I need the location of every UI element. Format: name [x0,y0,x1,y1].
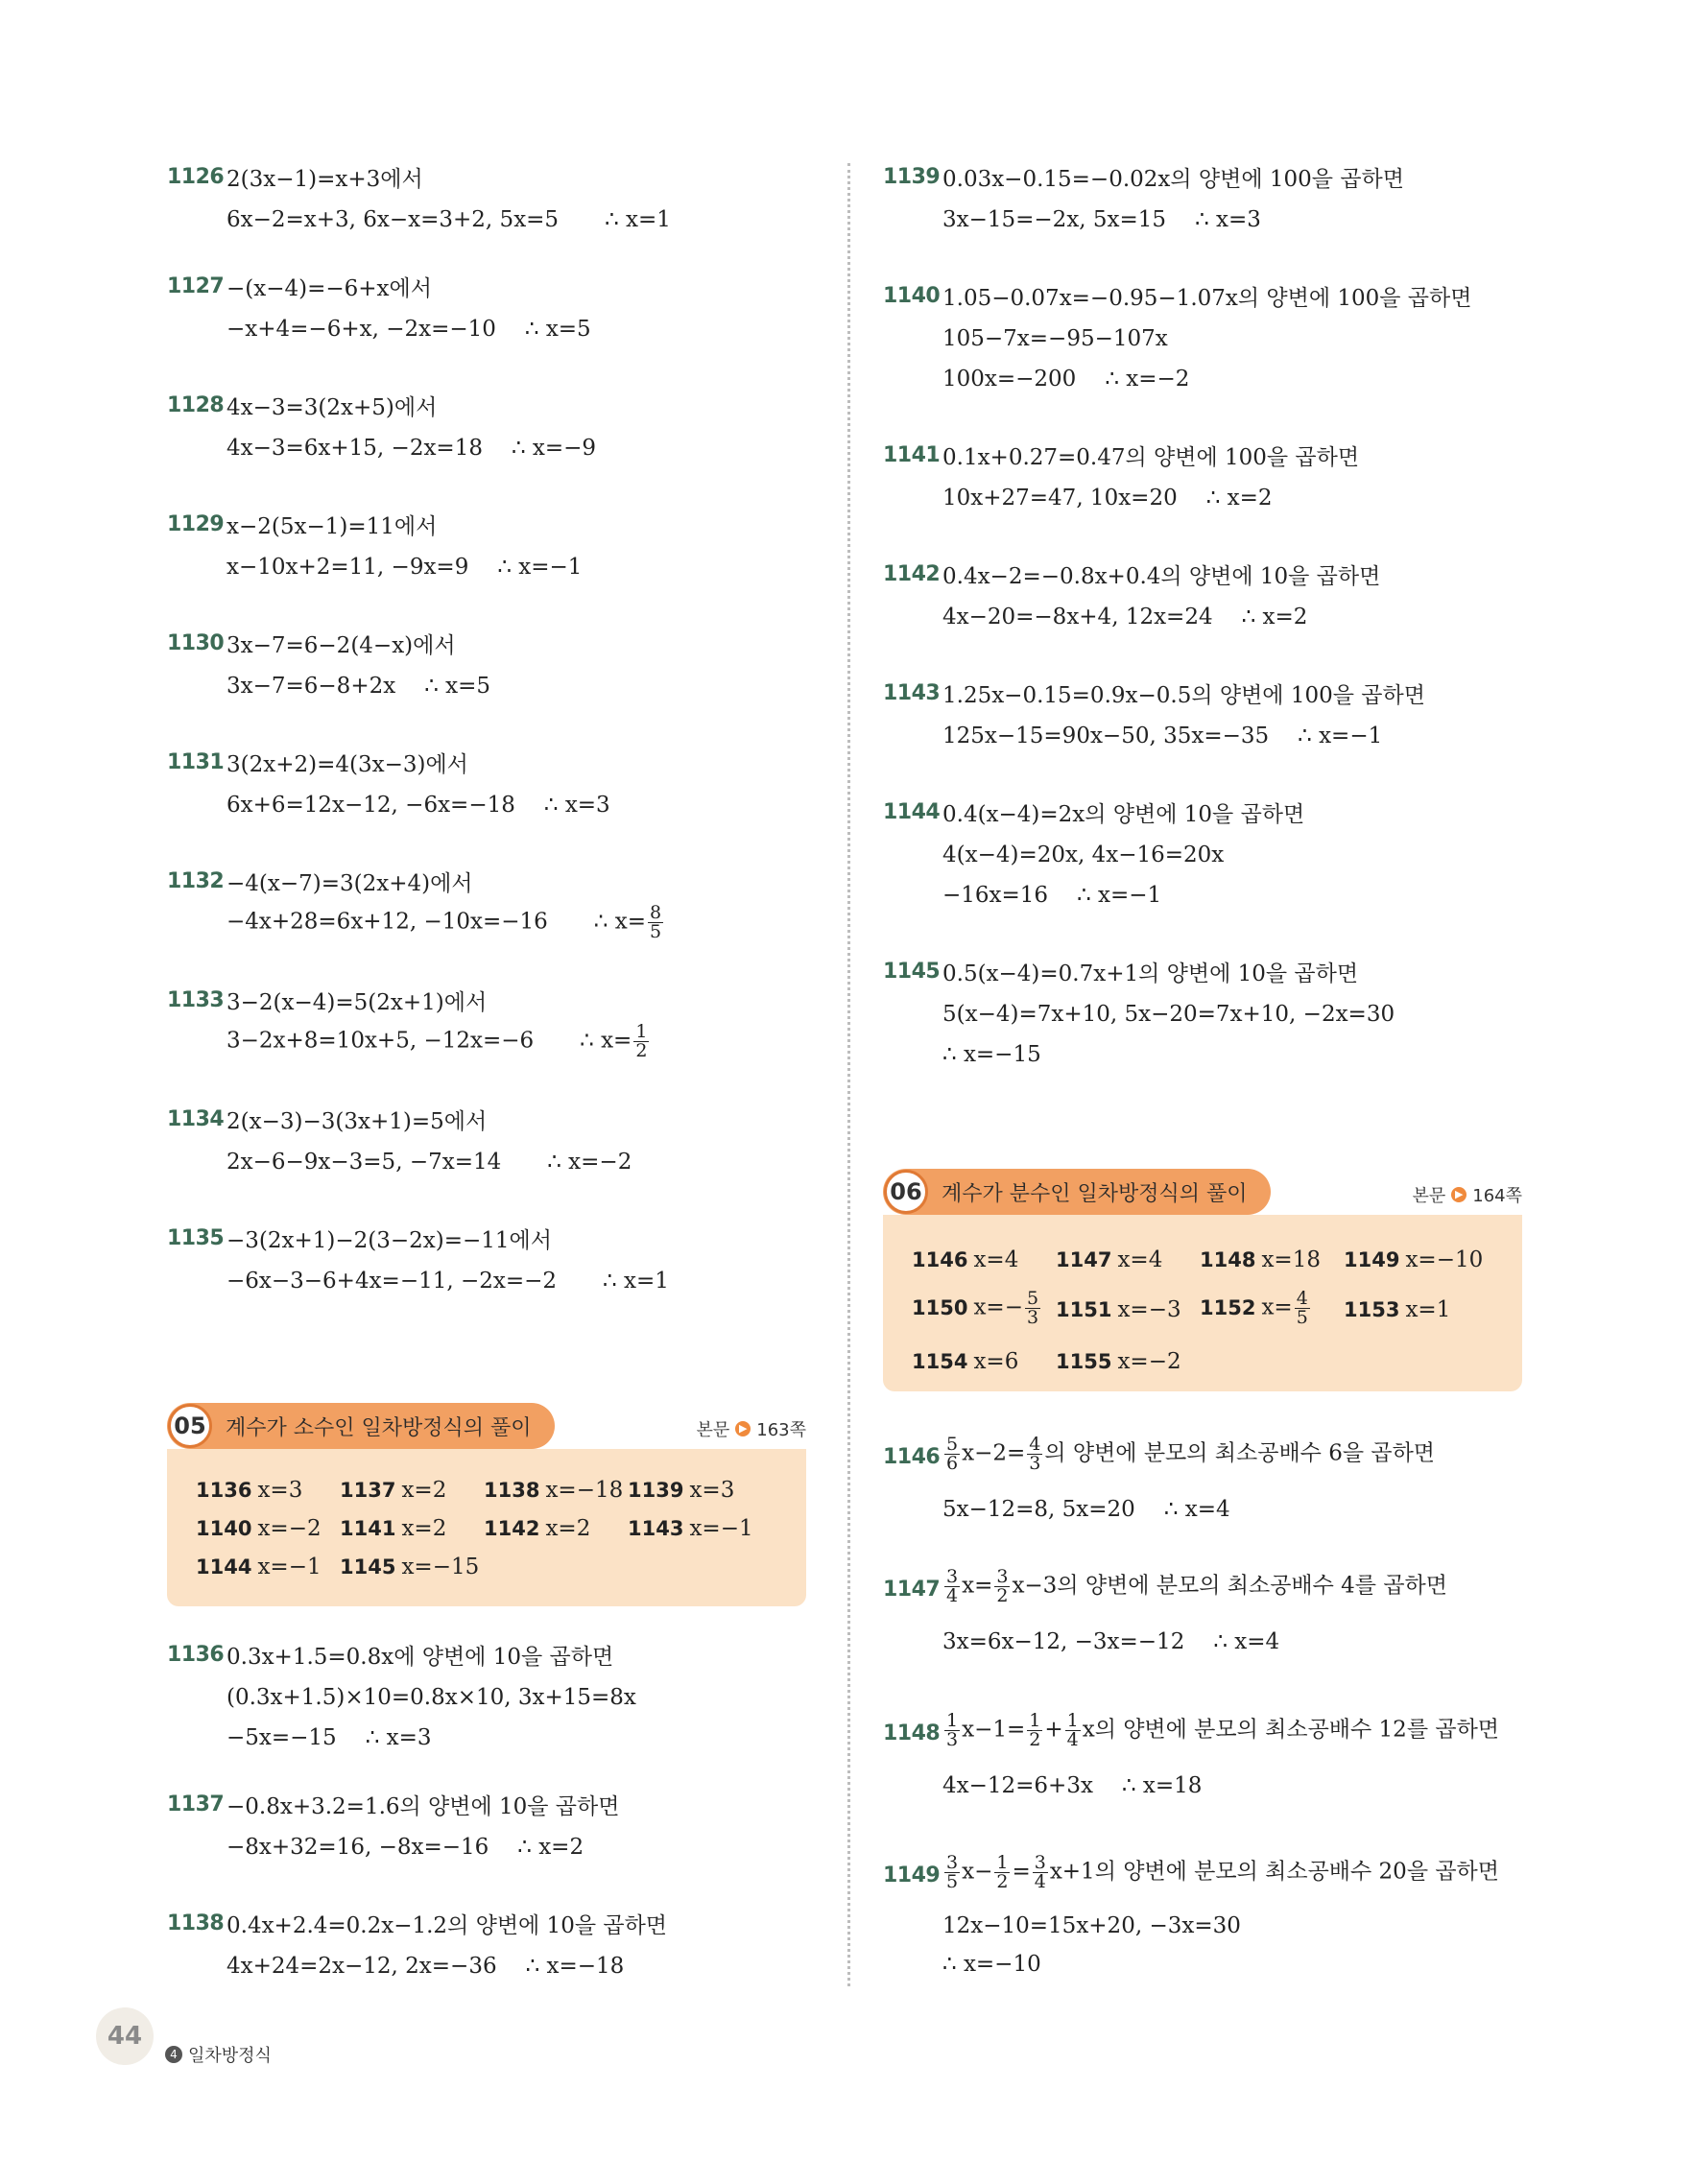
final-answer: ∴ x=−18 [525,1954,625,1979]
solution-line [942,365,1189,393]
problem-equation: 1.25x−0.15=0.9x−0.5의 양변에 100을 곱하면 [942,683,1425,708]
problem-number: 1133 [167,988,225,1012]
solution-line [227,205,671,234]
solution-line [227,672,490,700]
solution-step: −4x+28=6x+12, −10x=−16 [227,909,548,935]
problem-equation: 0.03x−0.15=−0.02x의 양변에 100을 곱하면 [942,167,1404,192]
answer-item: 1137 x=2 [340,1478,447,1503]
section-number-badge: 05 [168,1404,212,1448]
answer-fraction: $\frac{5}{3}$ [1026,1288,1039,1328]
problem-number: 1140 [883,284,941,308]
solution-line [942,722,1382,750]
solution-step: 4x−3=6x+15, −2x=18 [227,436,483,461]
solution-line [942,1495,1230,1524]
section-06-header [883,1169,1522,1215]
final-answer: ∴ x=1 [605,207,671,232]
final-answer: ∴ x=4 [1163,1497,1230,1522]
problem-equation: 1.05−0.07x=−0.95−1.07x의 양변에 100을 곱하면 [942,286,1472,311]
solution-step: −6x−3−6+4x=−11, −2x=−2 [227,1269,558,1294]
problem-number: 1136 [167,1643,225,1667]
final-answer: ∴ x=3 [1195,207,1261,232]
solution-step: 105−7x=−95−107x [942,326,1168,351]
answer-item: 1138 x=−18 [484,1478,624,1503]
problem-number: 1128 [167,393,225,417]
answer-item: 1153 x=1 [1344,1297,1451,1322]
answer-item: 1151 x=−3 [1056,1297,1181,1322]
solution-step: 5x−12=8, 5x=20 [942,1497,1135,1522]
final-answer: ∴ x=3 [543,793,610,818]
solution-line [942,1771,1202,1800]
solution-step: 6x+6=12x−12, −6x=−18 [227,793,515,818]
answer-item: 1149 x=−10 [1344,1247,1484,1272]
problem-number: 1138 [167,1911,225,1935]
solution-step: 125x−15=90x−50, 35x=−35 [942,724,1270,748]
problem-equation: 3x−7=6−2(4−x)에서 [227,633,456,658]
problem-number: 1142 [883,562,941,586]
solution-step: 5(x−4)=7x+10, 5x−20=7x+10, −2x=30 [942,1002,1395,1027]
problem-number: 1147 [883,1578,941,1602]
solution-step: x−10x+2=11, −9x=9 [227,555,469,580]
problem-equation: −4(x−7)=3(2x+4)에서 [227,871,473,896]
final-answer: ∴ x=−2 [547,1150,632,1175]
final-answer: ∴ x=2 [1241,605,1308,629]
problem-equation: 0.5(x−4)=0.7x+1의 양변에 10을 곱하면 [942,961,1359,986]
answer-fraction: $\frac{8}{5}$ [649,902,662,942]
problem-number: 1141 [883,443,941,467]
problem-equation: 2(3x−1)=x+3에서 [227,167,423,192]
final-answer: ∴ x=−1 [497,555,583,580]
reference-page: 163쪽 [756,1420,806,1440]
final-answer: ∴ x=3 [365,1725,432,1750]
problem-equation: 0.4(x−4)=2x의 양변에 10을 곱하면 [942,802,1305,827]
problem-equation: 0.4x−2=−0.8x+0.4의 양변에 10을 곱하면 [942,564,1381,589]
problem-equation: 0.3x+1.5=0.8x에 양변에 10을 곱하면 [227,1645,614,1670]
problem-equation: $\frac{3}{5}$ x− $\frac{1}{2}$ = $\frac{3}{4}$ x+1의 양변에 분모의 최소공배수 20을 곱하면 [946,1852,1499,1892]
problem-number: 1143 [883,681,941,705]
final-answer: ∴ x=2 [517,1835,584,1860]
solution-step: 2x−6−9x−3=5, −7x=14 [227,1150,502,1175]
section-title-pill [883,1169,1271,1215]
solution-step: 100x=−200 [942,367,1077,392]
solution-step: 10x+27=47, 10x=20 [942,486,1178,510]
solution-step: 4(x−4)=20x, 4x−16=20x [942,843,1225,867]
problem-number: 1126 [167,165,225,189]
problem-number: 1127 [167,274,225,298]
problem-equation: $\frac{1}{3}$ x−1= $\frac{1}{2}$ + $\frac{1}{4}$ x의 양변에 분모의 최소공배수 12를 곱하면 [946,1710,1499,1750]
problem-number: 1148 [883,1721,941,1745]
solution-step: 6x−2=x+3, 6x−x=3+2, 5x=5 [227,207,560,232]
problem-number: 1132 [167,869,225,893]
section-number-badge: 06 [884,1170,928,1214]
solution-line [942,484,1273,512]
answer-summary-box [167,1449,806,1606]
problem-equation: 4x−3=3(2x+5)에서 [227,395,438,420]
reference-label: 본문 [696,1420,730,1440]
column-divider [847,163,850,1986]
solution-step: −8x+32=16, −8x=−16 [227,1835,489,1860]
textbook-page-reference [696,1416,806,1441]
solution-step: −5x=−15 [227,1725,337,1750]
problem-number: 1144 [883,800,941,824]
solution-step: 3x−15=−2x, 5x=15 [942,207,1167,232]
answer-item: 1144 x=−1 [196,1555,322,1579]
solution-step: 3−2x+8=10x+5, −12x=−6 [227,1028,535,1054]
problem-equation: 0.4x+2.4=0.2x−1.2의 양변에 10을 곱하면 [227,1913,668,1938]
chapter-number-badge: 4 [165,2046,182,2063]
problem-equation: 3−2(x−4)=5(2x+1)에서 [227,990,488,1015]
answer-item: 1146 x=4 [912,1247,1019,1272]
reference-label: 본문 [1412,1186,1446,1206]
solution-step: (0.3x+1.5)×10=0.8x×10, 3x+15=8x [227,1685,636,1710]
solution-line [227,553,582,582]
final-answer: ∴ x=5 [424,674,491,699]
final-answer: ∴ x=−1 [1298,724,1383,748]
solution-line [227,1723,432,1752]
chapter-label [165,2042,272,2067]
textbook-page-reference [1412,1182,1522,1207]
arrow-right-icon: ▶ [1451,1187,1466,1202]
problem-equation: x−2(5x−1)=11에서 [227,514,438,539]
solution-step: 3x−7=6−8+2x [227,674,396,699]
problem-number: 1137 [167,1792,225,1816]
final-answer: ∴ x= [593,909,646,935]
solution-line [227,1952,624,1981]
problem-number: 1134 [167,1107,225,1131]
answer-item: 1141 x=2 [340,1516,447,1541]
answer-item: 1139 x=3 [628,1478,735,1503]
solution-line [942,1627,1279,1656]
section-title: 계수가 분수인 일차방정식의 풀이 [942,1181,1248,1206]
solution-step: 4x+24=2x−12, 2x=−36 [227,1954,497,1979]
problem-equation: −(x−4)=−6+x에서 [227,276,432,301]
answer-item: 1145 x=−15 [340,1555,480,1579]
final-answer: ∴ x=1 [603,1269,669,1294]
answer-item: 1152 x= $\frac{4}{5}$ [1200,1288,1308,1328]
solution-line [227,315,591,344]
solution-line [227,1023,651,1060]
problem-equation: 2(x−3)−3(3x+1)=5에서 [227,1109,488,1134]
solution-line [942,205,1261,234]
solution-line [942,603,1307,631]
final-answer: ∴ x=2 [1205,486,1273,510]
solution-step: 4x−20=−8x+4, 12x=24 [942,605,1213,629]
problem-number: 1130 [167,631,225,655]
solution-line [227,1148,632,1176]
problem-number: 1135 [167,1226,225,1250]
answer-item: 1155 x=−2 [1056,1349,1181,1374]
final-answer: ∴ x=−2 [1105,367,1190,392]
solution-step: 12x−10=15x+20, −3x=30 [942,1913,1241,1938]
final-answer: ∴ x= [580,1028,632,1054]
final-answer: ∴ x=5 [524,317,591,342]
chapter-title: 일차방정식 [188,2046,272,2066]
solution-step: 3x=6x−12, −3x=−12 [942,1629,1185,1654]
problem-number: 1129 [167,512,225,536]
final-answer: ∴ x=18 [1121,1773,1203,1798]
section-title-pill [167,1403,555,1449]
section-title: 계수가 소수인 일차방정식의 풀이 [226,1415,532,1440]
problem-number: 1131 [167,750,225,774]
answer-item: 1148 x=18 [1200,1247,1321,1272]
problem-equation: −3(2x+1)−2(3−2x)=−11에서 [227,1228,552,1253]
solution-step: −x+4=−6+x, −2x=−10 [227,317,496,342]
problem-equation: 0.1x+0.27=0.47의 양변에 100을 곱하면 [942,445,1360,470]
solution-step: −16x=16 [942,883,1049,908]
problem-number: 1139 [883,165,941,189]
final-answer: ∴ x=−1 [1077,883,1162,908]
solution-step: 4x−12=6+3x [942,1773,1093,1798]
answer-item: 1147 x=4 [1056,1247,1163,1272]
answer-item: 1140 x=−2 [196,1516,322,1541]
section-05-header [167,1403,806,1449]
answer-item: 1143 x=−1 [628,1516,753,1541]
problem-equation: 3(2x+2)=4(3x−3)에서 [227,752,468,777]
answer-item: 1154 x=6 [912,1349,1019,1374]
answer-summary-box [883,1215,1522,1391]
answer-item: 1136 x=3 [196,1478,303,1503]
problem-equation: $\frac{3}{4}$ x= $\frac{3}{2}$ x−3의 양변에 분모의 최소공배수 4를 곱하면 [946,1566,1447,1606]
answer-fraction: $\frac{1}{2}$ [635,1021,648,1061]
final-answer: ∴ x=−15 [942,1042,1041,1067]
solution-line [227,1833,584,1862]
answer-item: 1142 x=2 [484,1516,591,1541]
problem-number: 1145 [883,960,941,984]
final-answer: ∴ x=−9 [511,436,597,461]
solution-line [227,791,610,819]
problem-equation: $\frac{5}{6}$ x−2= $\frac{4}{3}$ 의 양변에 분모의 최소공배수 6을 곱하면 [946,1434,1436,1474]
final-answer: ∴ x=4 [1213,1629,1280,1654]
answer-fraction: $\frac{4}{5}$ [1296,1288,1308,1328]
problem-number: 1149 [883,1864,941,1887]
solution-line [942,881,1161,910]
page-number: 44 [96,2007,154,2065]
solution-line [227,1267,669,1295]
answer-item: 1150 x=− $\frac{5}{3}$ [912,1288,1039,1328]
arrow-right-icon: ▶ [735,1421,751,1436]
final-answer: ∴ x=−10 [942,1952,1041,1977]
solution-line [227,434,596,463]
solution-line [227,904,665,941]
problem-equation: −0.8x+3.2=1.6의 양변에 10을 곱하면 [227,1794,620,1819]
reference-page: 164쪽 [1472,1186,1522,1206]
problem-number: 1146 [883,1445,941,1469]
